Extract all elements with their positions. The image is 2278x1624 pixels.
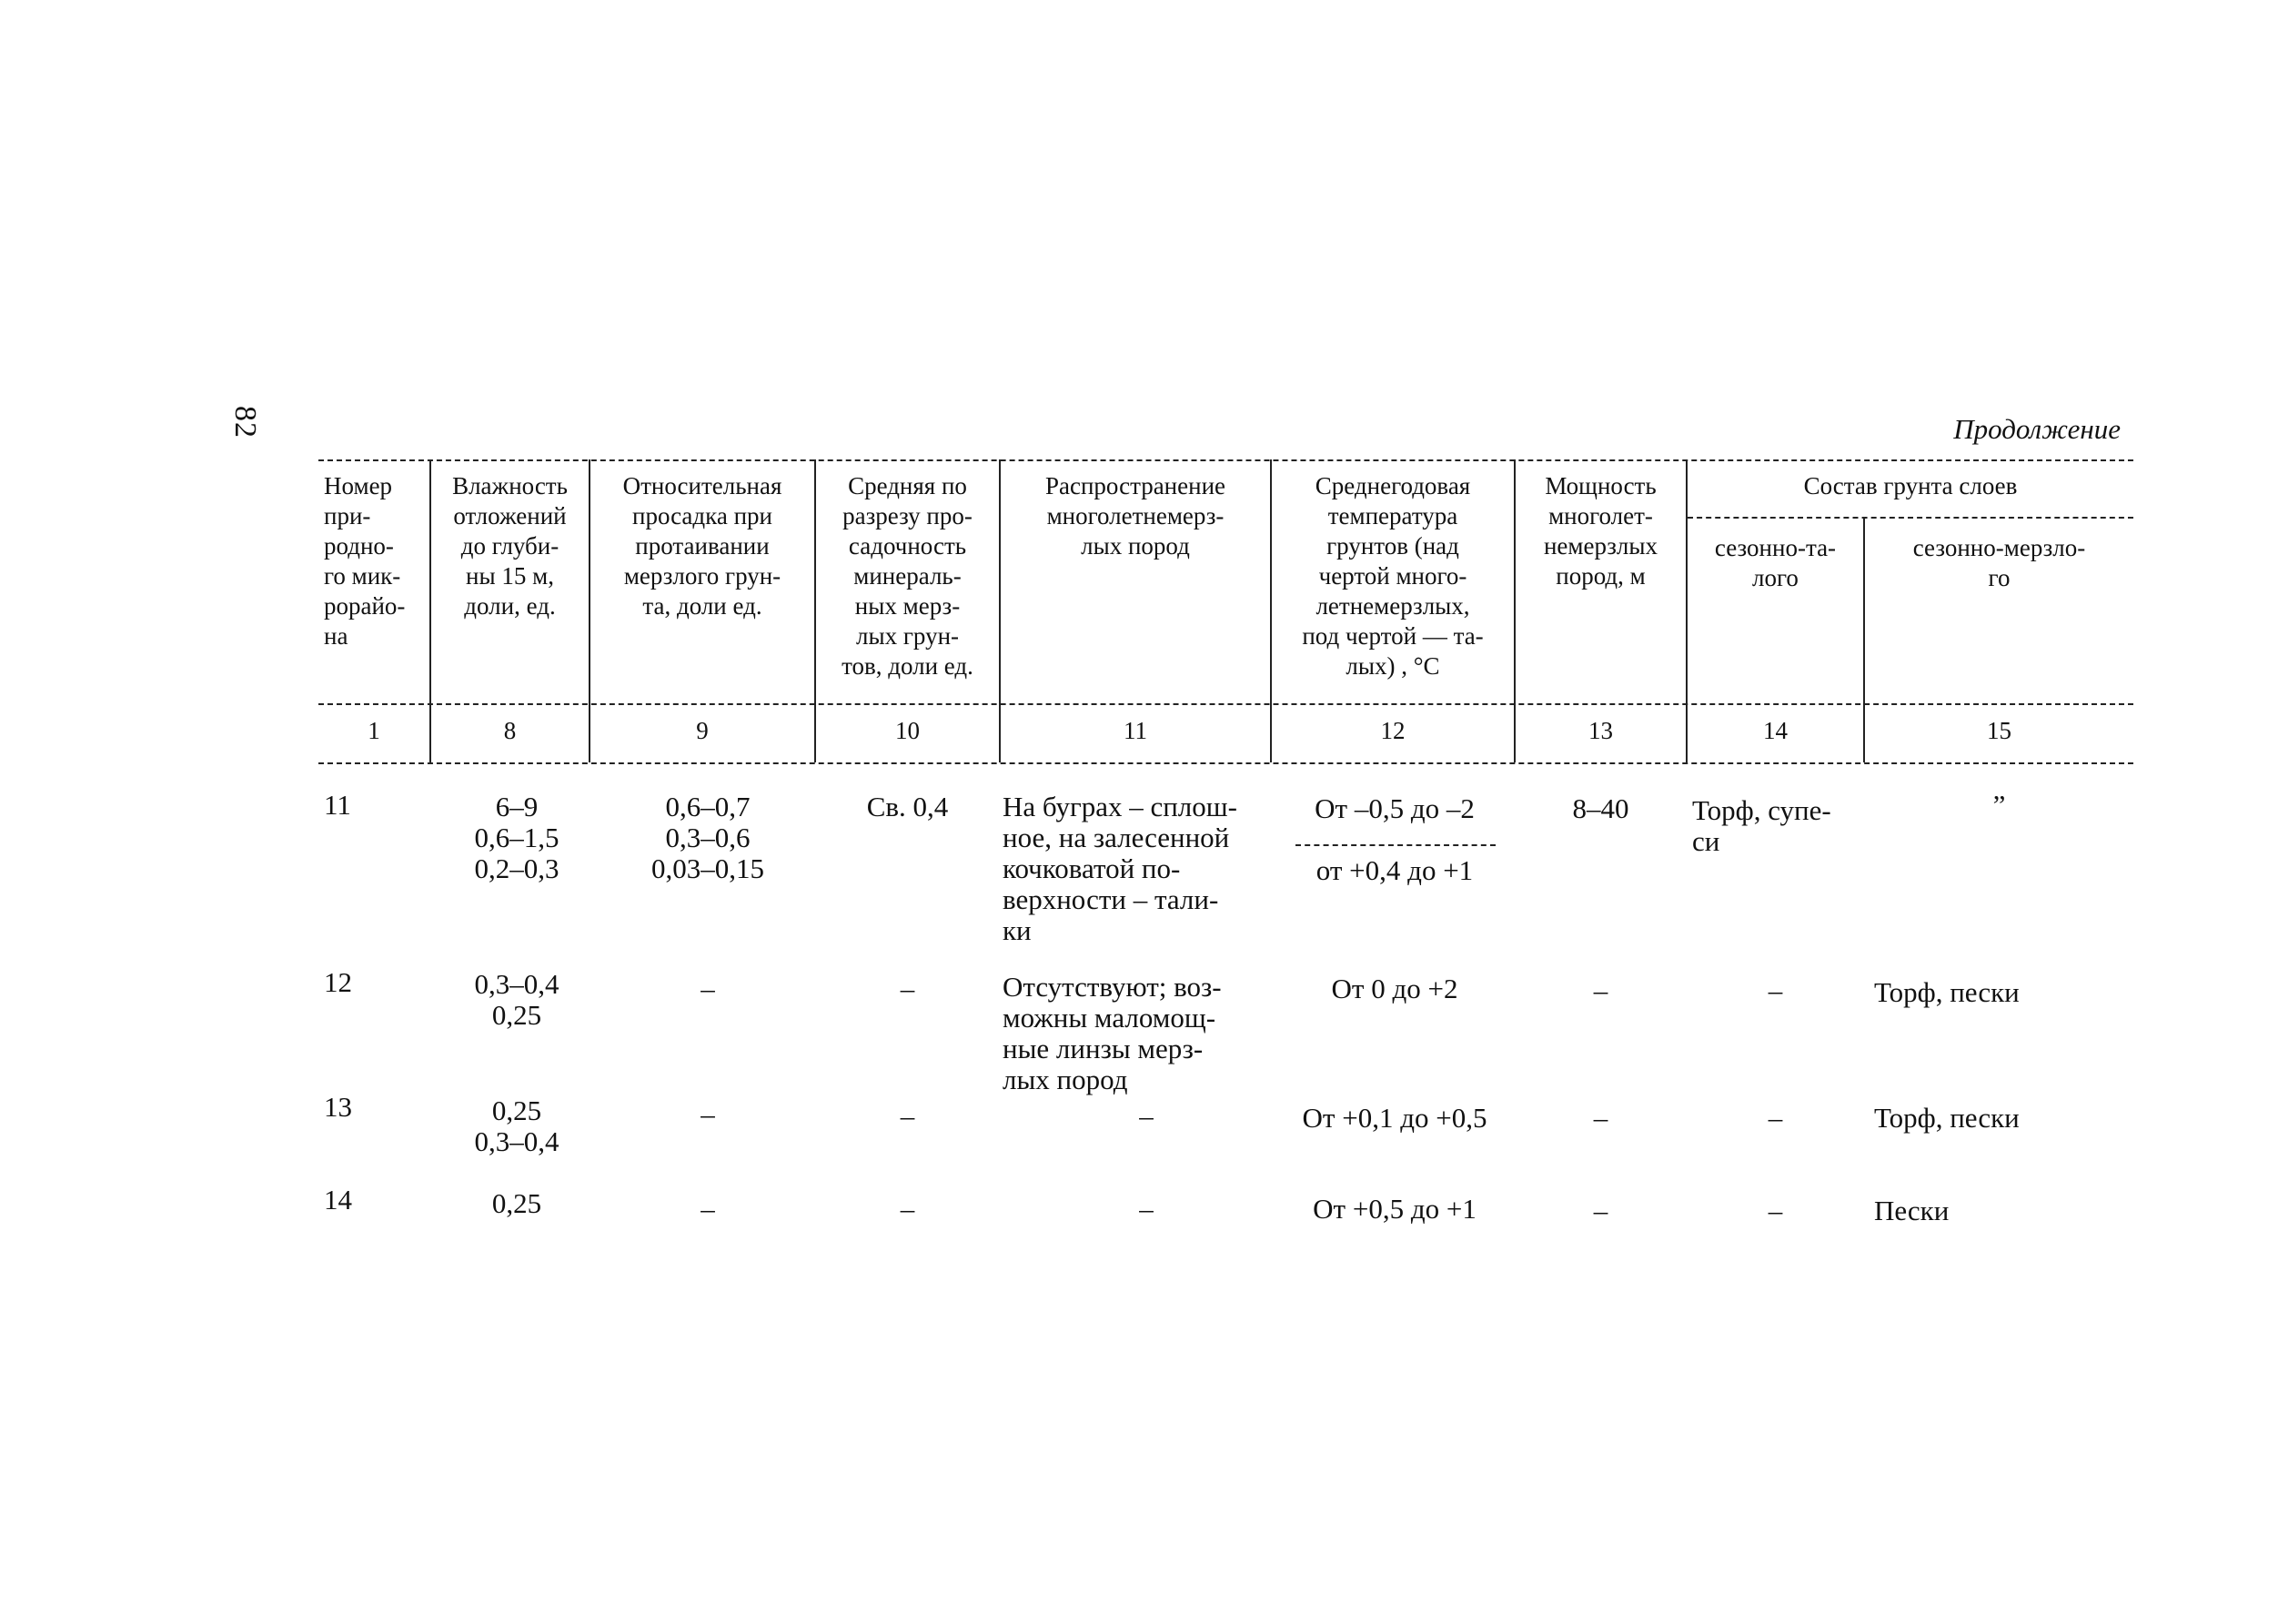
- header-moisture: Влажность отложений до глуби- ны 15 м, доли, ед.: [452, 472, 568, 620]
- header-seasonally-frozen: сезонно-мерзло- го: [1912, 534, 2086, 591]
- cell-seasonally-frozen: Пески: [1874, 1195, 1950, 1226]
- column-number: 9: [696, 717, 709, 744]
- header-soil-composition-group: Состав грунта слоев: [1803, 472, 2018, 499]
- cell-seasonally-frozen: ”: [1992, 789, 2006, 821]
- cell-permafrost-thickness: –: [1593, 1195, 1608, 1226]
- group-header-rule: [1688, 517, 2133, 519]
- cell-mean-subsidence: –: [900, 1193, 915, 1225]
- column-number: 10: [895, 717, 920, 744]
- cell-seasonally-thawed: Торф, супе- си: [1692, 794, 1831, 857]
- cell-relative-subsidence: 0,6–0,7 0,3–0,6 0,03–0,15: [651, 791, 764, 884]
- column-number: 1: [368, 717, 380, 744]
- column-number: 11: [1124, 717, 1147, 744]
- cell-seasonally-thawed: –: [1768, 1102, 1783, 1134]
- header-permafrost-thickness: Мощность многолет- немерзлых пород, м: [1543, 472, 1658, 590]
- cell-seasonally-frozen: Торф, пески: [1874, 976, 2020, 1008]
- cell-seasonally-thawed: –: [1768, 974, 1783, 1006]
- header-mean-subsidence: Средняя по разрезу про- садочность минераль- ных мерз- лых грун- тов, доли ед.: [842, 472, 973, 680]
- cell-temperature-top: От –0,5 до –2: [1315, 792, 1475, 824]
- cell-temperature: От +0,5 до +1: [1313, 1193, 1477, 1225]
- cell-moisture: 0,25: [491, 1187, 542, 1219]
- cell-microregion: 13: [324, 1091, 352, 1123]
- cell-moisture: 0,3–0,4 0,25: [474, 968, 559, 1031]
- cell-microregion: 14: [324, 1184, 352, 1215]
- table-top-rule: [318, 459, 2133, 461]
- cell-moisture: 6–9 0,6–1,5 0,2–0,3: [474, 791, 559, 884]
- cell-permafrost-distribution: –: [1139, 1193, 1154, 1225]
- cell-permafrost-thickness: –: [1593, 1102, 1608, 1134]
- cell-seasonally-thawed: –: [1768, 1195, 1783, 1226]
- cell-microregion: 12: [324, 966, 352, 998]
- fraction-line: [1295, 844, 1496, 846]
- header-mean-annual-temperature: Среднегодовая температура грунтов (над чертой много- летнемерзлых, под чертой — та- лых) , °С: [1302, 472, 1484, 680]
- column-number: 12: [1380, 717, 1406, 744]
- cell-temperature: От +0,1 до +0,5: [1302, 1102, 1487, 1134]
- cell-permafrost-thickness: –: [1593, 974, 1608, 1006]
- column-number: 13: [1588, 717, 1613, 744]
- cell-seasonally-frozen: Торф, пески: [1874, 1102, 2020, 1134]
- cell-mean-subsidence: –: [900, 1100, 915, 1132]
- continuation-label: Продолжение: [1953, 413, 2121, 445]
- cell-relative-subsidence: –: [701, 1193, 715, 1225]
- cell-permafrost-thickness: 8–40: [1572, 792, 1629, 824]
- cell-permafrost-distribution: Отсутствуют; воз- можны маломощ- ные линзы мерз- лых пород: [1003, 971, 1222, 1095]
- header-permafrost-distribution: Распространение многолетнемерз- лых пород: [1044, 472, 1226, 560]
- header-relative-subsidence: Относительная просадка при протаивании мерзлого грун- та, доли ед.: [622, 472, 782, 620]
- cell-temperature-bottom: от +0,4 до +1: [1315, 854, 1474, 886]
- header-bottom-rule: [318, 703, 2133, 705]
- cell-microregion: 11: [324, 789, 351, 821]
- column-number: 14: [1763, 717, 1788, 744]
- cell-mean-subsidence: Св. 0,4: [866, 791, 949, 822]
- cell-relative-subsidence: –: [701, 973, 715, 1004]
- cell-permafrost-distribution: –: [1139, 1100, 1154, 1132]
- cell-permafrost-distribution: На буграх – сплош- ное, на залесенной кочковатой по- верхности – тали- ки: [1003, 791, 1237, 946]
- column-number: 8: [503, 717, 517, 744]
- cell-mean-subsidence: –: [900, 973, 915, 1004]
- column-number: 15: [1987, 717, 2011, 744]
- cell-relative-subsidence: –: [701, 1098, 715, 1130]
- column-number-rule: [318, 762, 2133, 764]
- cell-temperature: От 0 до +2: [1331, 973, 1458, 1004]
- header-seasonally-thawed: сезонно-та- лого: [1714, 534, 1837, 591]
- header-microregion-number: Номер при- родно- го мик- рорайо- на: [324, 472, 406, 650]
- cell-moisture: 0,25 0,3–0,4: [474, 1094, 559, 1157]
- page-number: 82: [228, 406, 262, 439]
